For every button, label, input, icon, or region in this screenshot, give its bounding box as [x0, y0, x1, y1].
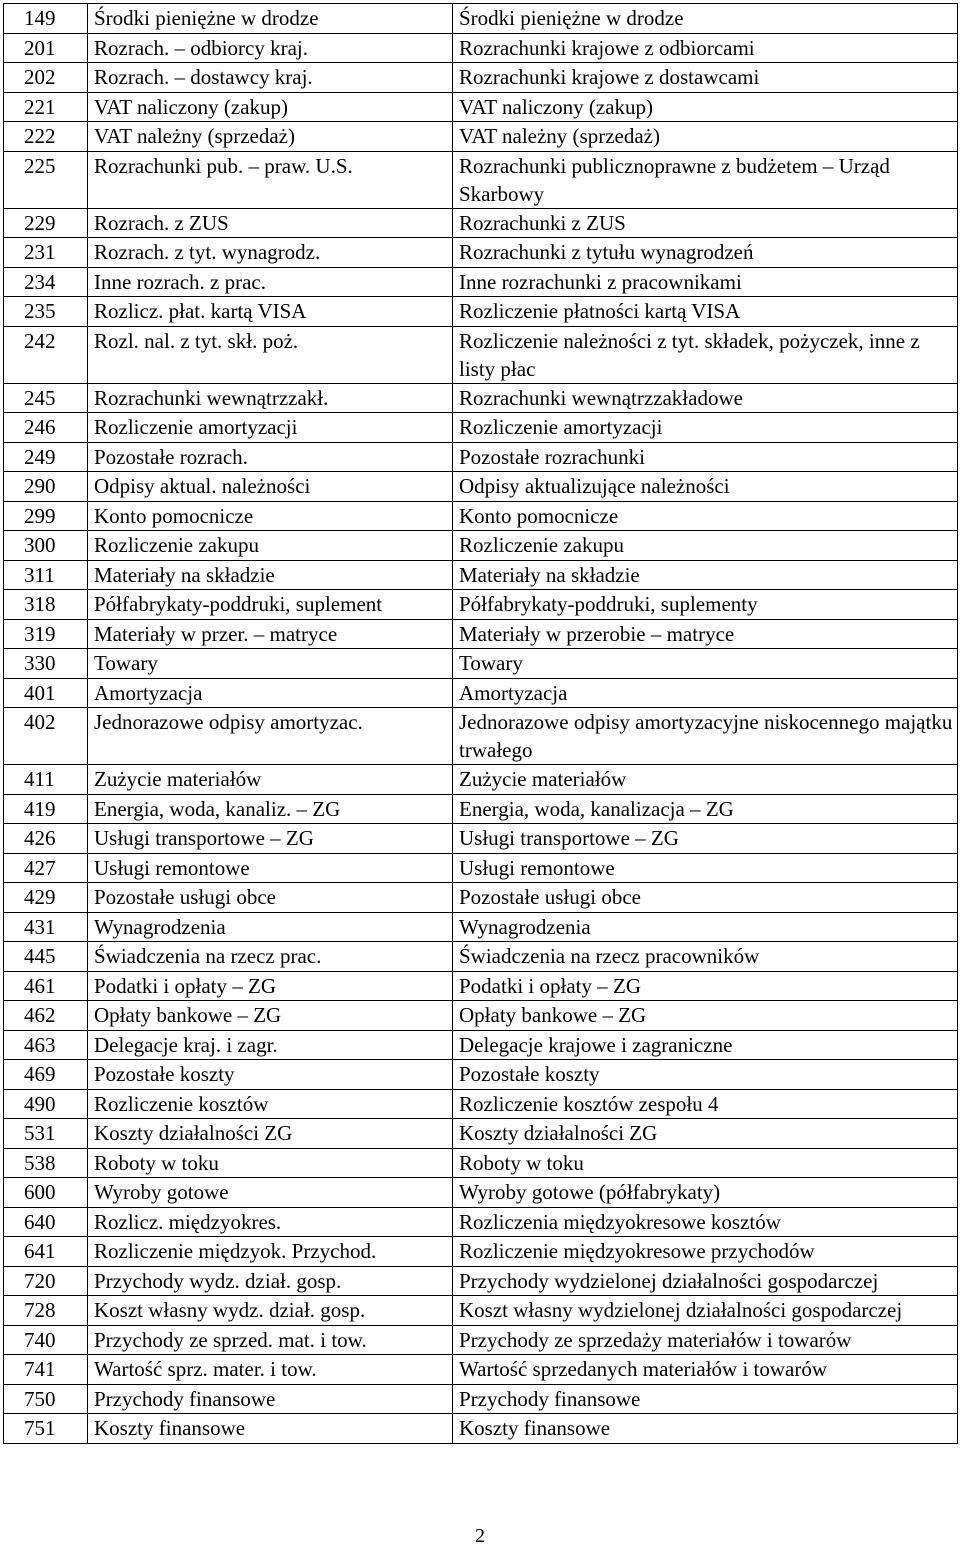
account-code-cell: 600 [4, 1178, 88, 1208]
account-short-name-cell: Rozlicz. płat. kartą VISA [88, 297, 453, 327]
table-row [4, 678, 958, 708]
account-full-name-cell: Koszt własny wydzielonej działalności gospodarczej [453, 1296, 958, 1326]
account-full-name-cell: Opłaty bankowe – ZG [453, 1001, 958, 1031]
table-row [4, 442, 958, 472]
account-code-cell: 431 [4, 912, 88, 942]
account-code-cell: 221 [4, 92, 88, 122]
account-short-name-cell: Rozliczenie kosztów [88, 1089, 453, 1119]
table-row [4, 1355, 958, 1385]
table-row [4, 1237, 958, 1267]
account-code-cell: 235 [4, 297, 88, 327]
account-code-cell: 429 [4, 883, 88, 913]
account-code-cell: 462 [4, 1001, 88, 1031]
account-full-name-cell: Rozliczenie kosztów zespołu 4 [453, 1089, 958, 1119]
account-full-name-cell: Przychody finansowe [453, 1384, 958, 1414]
table-row [4, 590, 958, 620]
table-row [4, 1030, 958, 1060]
account-full-name-cell: Roboty w toku [453, 1148, 958, 1178]
table-row [4, 794, 958, 824]
account-code-cell: 750 [4, 1384, 88, 1414]
account-code-cell: 401 [4, 678, 88, 708]
account-full-name-cell: Rozrachunki wewnątrzzakładowe [453, 383, 958, 413]
account-full-name-cell: Koszty finansowe [453, 1414, 958, 1444]
account-code-cell: 225 [4, 151, 88, 208]
account-short-name-cell: Rozrach. z tyt. wynagrodz. [88, 238, 453, 268]
account-short-name-cell: Półfabrykaty-poddruki, suplement [88, 590, 453, 620]
account-short-name-cell: Rozrach. – odbiorcy kraj. [88, 33, 453, 63]
account-full-name-cell: Przychody wydzielonej działalności gospodarczej [453, 1266, 958, 1296]
account-code-cell: 419 [4, 794, 88, 824]
account-full-name-cell: Materiały na składzie [453, 560, 958, 590]
table-row [4, 531, 958, 561]
account-code-cell: 469 [4, 1060, 88, 1090]
table-row [4, 1207, 958, 1237]
account-short-name-cell: Przychody ze sprzed. mat. i tow. [88, 1325, 453, 1355]
table-row [4, 560, 958, 590]
account-short-name-cell: Energia, woda, kanaliz. – ZG [88, 794, 453, 824]
account-full-name-cell: Konto pomocnicze [453, 501, 958, 531]
account-short-name-cell: Koszty działalności ZG [88, 1119, 453, 1149]
table-row [4, 1119, 958, 1149]
account-full-name-cell: Inne rozrachunki z pracownikami [453, 267, 958, 297]
table-row [4, 297, 958, 327]
account-full-name-cell: Rozrachunki z ZUS [453, 208, 958, 238]
account-short-name-cell: Rozrachunki wewnątrzzakł. [88, 383, 453, 413]
account-full-name-cell: Rozliczenie należności z tyt. składek, pożyczek, inne z listy płac [453, 326, 958, 383]
table-row [4, 912, 958, 942]
account-full-name-cell: Rozrachunki krajowe z dostawcami [453, 63, 958, 93]
account-code-cell: 720 [4, 1266, 88, 1296]
account-short-name-cell: Towary [88, 649, 453, 679]
account-code-cell: 461 [4, 971, 88, 1001]
table-row [4, 1266, 958, 1296]
account-code-cell: 330 [4, 649, 88, 679]
account-short-name-cell: Usługi remontowe [88, 853, 453, 883]
account-short-name-cell: Jednorazowe odpisy amortyzac. [88, 708, 453, 765]
account-code-cell: 249 [4, 442, 88, 472]
account-short-name-cell: Podatki i opłaty – ZG [88, 971, 453, 1001]
table-row [4, 1414, 958, 1444]
account-short-name-cell: Koszt własny wydz. dział. gosp. [88, 1296, 453, 1326]
account-code-cell: 234 [4, 267, 88, 297]
account-short-name-cell: Pozostałe rozrach. [88, 442, 453, 472]
account-short-name-cell: VAT naliczony (zakup) [88, 92, 453, 122]
account-code-cell: 231 [4, 238, 88, 268]
account-code-cell: 229 [4, 208, 88, 238]
table-row [4, 326, 958, 383]
account-short-name-cell: Rozlicz. międzyokres. [88, 1207, 453, 1237]
account-code-cell: 402 [4, 708, 88, 765]
table-row [4, 413, 958, 443]
account-code-cell: 222 [4, 122, 88, 152]
account-code-cell: 640 [4, 1207, 88, 1237]
account-short-name-cell: Koszty finansowe [88, 1414, 453, 1444]
account-full-name-cell: Amortyzacja [453, 678, 958, 708]
account-code-cell: 538 [4, 1148, 88, 1178]
account-short-name-cell: Materiały na składzie [88, 560, 453, 590]
table-row [4, 649, 958, 679]
account-full-name-cell: Rozrachunki publicznoprawne z budżetem – Urząd Skarbowy [453, 151, 958, 208]
table-row [4, 942, 958, 972]
table-row [4, 824, 958, 854]
account-code-cell: 246 [4, 413, 88, 443]
table-row [4, 151, 958, 208]
account-short-name-cell: Odpisy aktual. należności [88, 472, 453, 502]
account-short-name-cell: Pozostałe koszty [88, 1060, 453, 1090]
accounts-table-body [4, 4, 958, 1444]
account-full-name-cell: Usługi transportowe – ZG [453, 824, 958, 854]
table-row [4, 122, 958, 152]
account-full-name-cell: Rozrachunki z tytułu wynagrodzeń [453, 238, 958, 268]
account-short-name-cell: Rozrach. – dostawcy kraj. [88, 63, 453, 93]
table-row [4, 708, 958, 765]
account-short-name-cell: Pozostałe usługi obce [88, 883, 453, 913]
account-code-cell: 728 [4, 1296, 88, 1326]
account-full-name-cell: Energia, woda, kanalizacja – ZG [453, 794, 958, 824]
account-full-name-cell: Podatki i opłaty – ZG [453, 971, 958, 1001]
account-full-name-cell: Rozliczenie amortyzacji [453, 413, 958, 443]
account-full-name-cell: Koszty działalności ZG [453, 1119, 958, 1149]
table-row [4, 765, 958, 795]
account-code-cell: 741 [4, 1355, 88, 1385]
table-row [4, 92, 958, 122]
account-code-cell: 149 [4, 4, 88, 34]
table-row [4, 883, 958, 913]
table-row [4, 1001, 958, 1031]
account-full-name-cell: Półfabrykaty-poddruki, suplementy [453, 590, 958, 620]
account-short-name-cell: Rozliczenie międzyok. Przychod. [88, 1237, 453, 1267]
account-full-name-cell: Wartość sprzedanych materiałów i towarów [453, 1355, 958, 1385]
account-short-name-cell: Opłaty bankowe – ZG [88, 1001, 453, 1031]
account-short-name-cell: Materiały w przer. – matryce [88, 619, 453, 649]
account-code-cell: 299 [4, 501, 88, 531]
account-full-name-cell: Rozliczenie międzyokresowe przychodów [453, 1237, 958, 1267]
account-full-name-cell: Materiały w przerobie – matryce [453, 619, 958, 649]
account-full-name-cell: Świadczenia na rzecz pracowników [453, 942, 958, 972]
account-short-name-cell: Rozrachunki pub. – praw. U.S. [88, 151, 453, 208]
account-full-name-cell: Jednorazowe odpisy amortyzacyjne niskocennego majątku trwałego [453, 708, 958, 765]
table-row [4, 1296, 958, 1326]
table-row [4, 853, 958, 883]
account-short-name-cell: Wynagrodzenia [88, 912, 453, 942]
table-row [4, 33, 958, 63]
page-number: 2 [475, 1525, 485, 1547]
table-row [4, 971, 958, 1001]
account-full-name-cell: Rozliczenie zakupu [453, 531, 958, 561]
table-row [4, 63, 958, 93]
account-short-name-cell: Przychody finansowe [88, 1384, 453, 1414]
account-full-name-cell: Towary [453, 649, 958, 679]
account-code-cell: 318 [4, 590, 88, 620]
accounts-table [3, 3, 958, 1444]
account-full-name-cell: Środki pieniężne w drodze [453, 4, 958, 34]
table-row [4, 1384, 958, 1414]
account-full-name-cell: Zużycie materiałów [453, 765, 958, 795]
table-row [4, 267, 958, 297]
account-short-name-cell: Delegacje kraj. i zagr. [88, 1030, 453, 1060]
account-short-name-cell: Inne rozrach. z prac. [88, 267, 453, 297]
table-row [4, 4, 958, 34]
account-code-cell: 245 [4, 383, 88, 413]
account-short-name-cell: Świadczenia na rzecz prac. [88, 942, 453, 972]
account-full-name-cell: Wyroby gotowe (półfabrykaty) [453, 1178, 958, 1208]
account-full-name-cell: Rozliczenie płatności kartą VISA [453, 297, 958, 327]
account-full-name-cell: VAT należny (sprzedaż) [453, 122, 958, 152]
account-full-name-cell: Usługi remontowe [453, 853, 958, 883]
account-code-cell: 426 [4, 824, 88, 854]
account-full-name-cell: Przychody ze sprzedaży materiałów i towarów [453, 1325, 958, 1355]
table-row [4, 1178, 958, 1208]
account-short-name-cell: Rozliczenie amortyzacji [88, 413, 453, 443]
account-short-name-cell: Rozliczenie zakupu [88, 531, 453, 561]
account-full-name-cell: VAT naliczony (zakup) [453, 92, 958, 122]
account-full-name-cell: Wynagrodzenia [453, 912, 958, 942]
table-row [4, 238, 958, 268]
account-short-name-cell: VAT należny (sprzedaż) [88, 122, 453, 152]
account-short-name-cell: Usługi transportowe – ZG [88, 824, 453, 854]
account-code-cell: 201 [4, 33, 88, 63]
account-short-name-cell: Środki pieniężne w drodze [88, 4, 453, 34]
table-row [4, 1148, 958, 1178]
account-code-cell: 242 [4, 326, 88, 383]
table-row [4, 619, 958, 649]
table-row [4, 1060, 958, 1090]
account-short-name-cell: Zużycie materiałów [88, 765, 453, 795]
account-code-cell: 300 [4, 531, 88, 561]
account-code-cell: 311 [4, 560, 88, 590]
account-full-name-cell: Pozostałe koszty [453, 1060, 958, 1090]
account-code-cell: 202 [4, 63, 88, 93]
account-code-cell: 751 [4, 1414, 88, 1444]
account-short-name-cell: Rozrach. z ZUS [88, 208, 453, 238]
account-code-cell: 445 [4, 942, 88, 972]
account-short-name-cell: Roboty w toku [88, 1148, 453, 1178]
account-full-name-cell: Rozliczenia międzyokresowe kosztów [453, 1207, 958, 1237]
account-code-cell: 740 [4, 1325, 88, 1355]
table-row [4, 1325, 958, 1355]
account-full-name-cell: Pozostałe rozrachunki [453, 442, 958, 472]
table-row [4, 383, 958, 413]
account-short-name-cell: Amortyzacja [88, 678, 453, 708]
account-code-cell: 531 [4, 1119, 88, 1149]
account-short-name-cell: Przychody wydz. dział. gosp. [88, 1266, 453, 1296]
account-full-name-cell: Delegacje krajowe i zagraniczne [453, 1030, 958, 1060]
account-short-name-cell: Wartość sprz. mater. i tow. [88, 1355, 453, 1385]
account-code-cell: 641 [4, 1237, 88, 1267]
account-short-name-cell: Wyroby gotowe [88, 1178, 453, 1208]
table-row [4, 501, 958, 531]
account-full-name-cell: Pozostałe usługi obce [453, 883, 958, 913]
account-full-name-cell: Rozrachunki krajowe z odbiorcami [453, 33, 958, 63]
account-code-cell: 427 [4, 853, 88, 883]
account-short-name-cell: Konto pomocnicze [88, 501, 453, 531]
account-code-cell: 319 [4, 619, 88, 649]
account-code-cell: 490 [4, 1089, 88, 1119]
account-short-name-cell: Rozl. nal. z tyt. skł. poż. [88, 326, 453, 383]
account-code-cell: 411 [4, 765, 88, 795]
account-code-cell: 290 [4, 472, 88, 502]
table-row [4, 208, 958, 238]
table-row [4, 472, 958, 502]
account-full-name-cell: Odpisy aktualizujące należności [453, 472, 958, 502]
account-code-cell: 463 [4, 1030, 88, 1060]
table-row [4, 1089, 958, 1119]
